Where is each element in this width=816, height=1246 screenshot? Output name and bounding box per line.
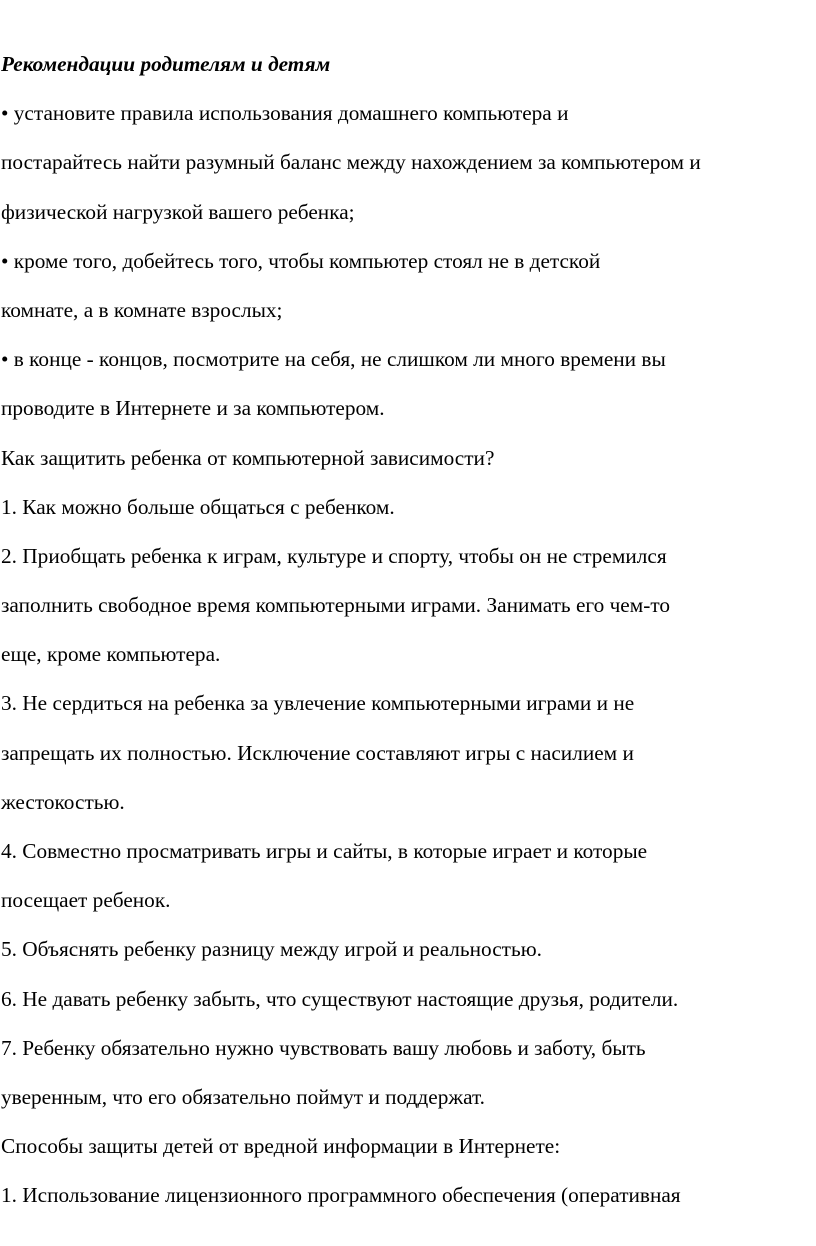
text-line: заполнить свободное время компьютерными играми. Занимать его чем-то: [1, 593, 670, 618]
document-title: Рекомендации родителям и детям: [1, 52, 331, 76]
text-line: жестокостью.: [1, 789, 125, 814]
text-line: еще, кроме компьютера.: [1, 642, 221, 667]
text-line: посещает ребенок.: [1, 888, 171, 913]
text-line: • кроме того, добейтесь того, чтобы компьютер стоял не в детской: [1, 248, 601, 273]
text-line: 1. Использование лицензионного программного обеспечения (оперативная: [1, 1183, 681, 1208]
text-line: • в конце - концов, посмотрите на себя, не слишком ли много времени вы: [1, 347, 666, 372]
text-line: запрещать их полностью. Исключение составляют игры с насилием и: [1, 740, 634, 765]
document-page: [0, 40, 816, 1221]
text-line: 7. Ребенку обязательно нужно чувствовать вашу любовь и заботу, быть: [1, 1035, 646, 1060]
text-line: 4. Совместно просматривать игры и сайты, в которые играет и которые: [1, 839, 648, 863]
section-heading: Способы защиты детей от вредной информации в Интернете:: [1, 1134, 561, 1159]
text-line: 5. Объяснять ребенку разницу между игрой и реальностью.: [1, 937, 542, 962]
text-line: уверенным, что его обязательно поймут и поддержат.: [1, 1084, 486, 1109]
text-line: проводите в Интернете и за компьютером.: [1, 396, 385, 421]
text-line: физической нагрузкой вашего ребенка;: [1, 199, 355, 224]
section-heading: Как защитить ребенка от компьютерной зависимости?: [1, 445, 495, 470]
text-line: постарайтесь найти разумный баланс между нахождением за компьютером и: [1, 150, 701, 175]
text-line: комнате, а в комнате взрослых;: [1, 297, 283, 322]
text-line: 2. Приобщать ребенка к играм, культуре и спорту, чтобы он не стремился: [1, 543, 667, 568]
text-line: 3. Не сердиться на ребенка за увлечение компьютерными играми и не: [1, 691, 635, 716]
text-line: 6. Не давать ребенку забыть, что существуют настоящие друзья, родители.: [1, 986, 679, 1011]
text-line: • установите правила использования домашнего компьютера и: [1, 101, 569, 126]
text-line: 1. Как можно больше общаться с ребенком.: [1, 494, 395, 519]
